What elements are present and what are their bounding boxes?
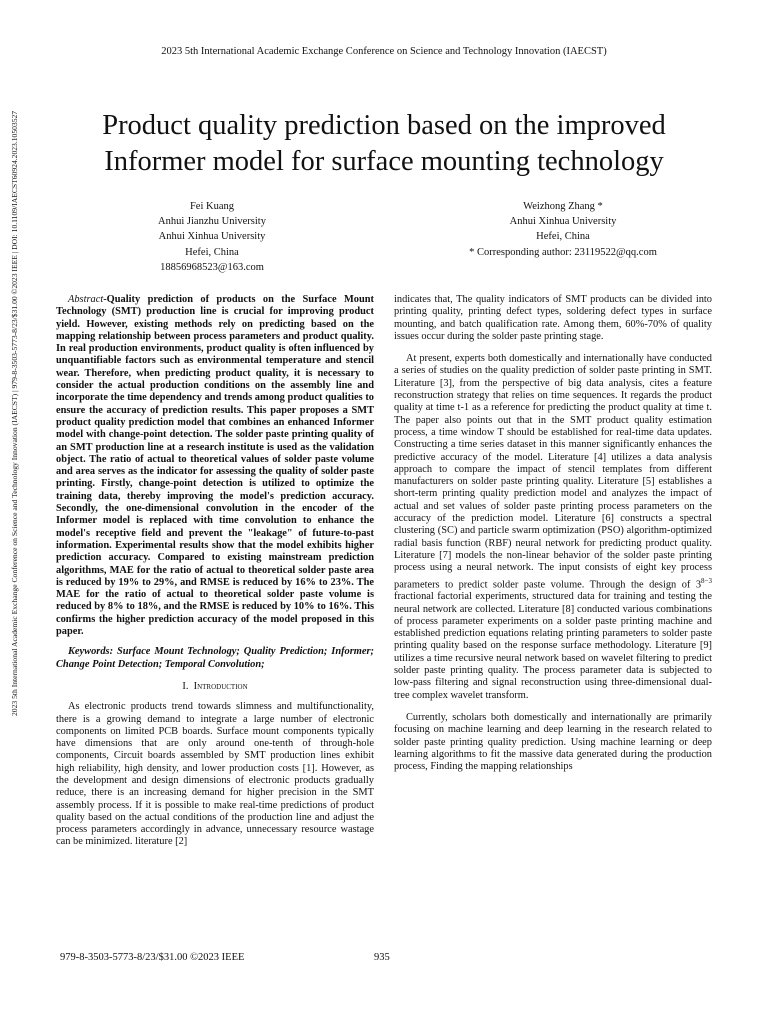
left-column — [56, 294, 374, 849]
author-corresponding: * Corresponding author: 23119522@qq.com — [469, 246, 657, 258]
page-number: 935 — [374, 952, 390, 963]
abstract — [56, 294, 374, 638]
superscript: 8−3 — [701, 576, 712, 585]
body-paragraph: Currently, scholars both domestically and internationally are primarily focusing on machine learning and deep learning in the research related to solder paste printing quality prediction. Using machine learning or deep learning algorithms to fit the massive data generated during the production process, Finding the mapping relationships — [394, 711, 712, 773]
abstract-text: -Quality prediction of products on the Surface Mount Technology (SMT) production line is crucial for improving product yield. However, existing methods rely on predicting based on the mapping relationship between process parameters and product quality. In real production environments, product quality is often influenced by unquantifiable factors such as environmental temperature and stencil wear. Therefore, when predicting product quality, it is necessary to consider the actual production conditions on the assembly line and incorporate the time dependency and trends among product qualities to ensure the accuracy of prediction results. This paper proposes a SMT product quality prediction model that combines an enhanced Informer model with change-point detection. The solder paste printing quality of an SMT production line at a research institute is used as the validation object. The ratio of actual to theoretical values of solder paste volume and area serves as the indicator for assessing the quality of solder paste printing. Firstly, change-point detection is utilized to optimize the training data, thereby improving the model's prediction accuracy. Secondly, the one-dimensional convolution in the encoder of the Informer model is replaced with time convolution to enhance the model's receptive field and prevent the "leakage" of future-to-past information. Experimental results show that the model exhibits higher prediction accuracy. Compared to existing mainstream prediction algorithms, MAE for the ratio of actual to theoretical solder paste area is reduced by 19% to 29%, and RMSE is reduced by 16% to 23%. The MAE for the ratio of actual to theoretical solder paste volume is reduced by 8% to 18%, and the RMSE is reduced by 10% to 16%. This confirms the higher prediction accuracy of the model proposed in this paper. — [56, 294, 374, 638]
intro-paragraph: As electronic products trend towards slimness and multifunctionality, there is a growing demand to integrate a large number of electronic components on limited PCB boards. Surface mount components typically have dimensions that are only around one-tenth of through-hole components, Circuit boards assembled by SMT production lines exhibit high reliability, high density, and lower production costs [1]. However, as the development and design dimensions of electronic products gradually reduce, there is an increasing demand for higher precision in the SMT assembly process. If it is possible to make real-time predictions of product quality based on the actual conditions of the production line and adjust the process parameters accordingly in advance, unnecessary resource wastage can be minimized. literature [2] — [56, 701, 374, 848]
body-paragraph: indicates that, The quality indicators of SMT products can be divided into printing quality, printing defect types, soldering defect types in surface mounting, and batch qualification rate. Among them, 60%-70% of quality issues occur during the solder paste printing stage. — [394, 294, 712, 342]
right-column — [394, 294, 712, 773]
author-affiliation: Anhui Xinhua University — [509, 216, 617, 228]
paper-title — [0, 108, 768, 180]
title-line-2: Informer model for surface mounting technology — [104, 146, 664, 177]
abstract-label: Abstract — [68, 294, 104, 305]
author-location: Hefei, China — [185, 246, 239, 258]
author-name: Weizhong Zhang * — [523, 201, 603, 212]
title-line-1: Product quality prediction based on the improved — [102, 110, 666, 141]
body-paragraph: At present, experts both domestically and internationally have conducted a series of studies on the quality prediction of solder paste printing in SMT. Literature [3], from the perspective of big data analysis, cites a feature reconstruction strategy that relies on time sequences. It regards the product quality at time t-1 as a reference for predicting the product quality at time t. The paper also points out that in the SMT product quality estimation process, a time window T should be established for real-time data updates. Constructing a time series dataset in this manner significantly enhances the predictive accuracy of the model. Literature [4] utilizes a data analysis approach to compare the impact of stencil templates from different manufacturers on solder paste printing quality. Literature [5] establishes a short-term printing quality prediction model and analyzes the impact of actual and set values of solder paste printing process parameters on the accuracy of the prediction model. Literature [6] constructs a spectral clustering (SC) and particle swarm optimization (PSO) algorithm-optimized radial basis function (RBF) neural network for predicting product quality. Literature [7] models the non-linear behavior of the solder paste printing process using a neural network. The input consists of eight key process parameters to predict solder paste volume. Through the design of $3^{8-3}$ fractional factorial experiments, structured data for training and testing the neural network are collected. Literature [8] conducted various combinations of process parameter experiments on a solder paste printing machine and established prediction equations relating printing parameters to solder paste printing quality based on the response surface methodology. Literature [9] utilizes a time recursive neural network based on wavelet filtering to predict solder paste printing quality. The process parameter data is subjected to low-pass filtering and signal reconstruction using three-dimensional dual-tree complex wavelet transform. — [394, 353, 712, 701]
sidebar-citation: 2023 5th International Academic Exchange Conference on Science and Technology Innovation (IAECST) | 979-8-3503-5773-8/23/$31.00 ©2023 IEEE | DOI: 10.1109/IAECST60924.2023.10503527 — [10, 110, 19, 716]
author-location: Hefei, China — [536, 231, 590, 243]
footer-copyright: 979-8-3503-5773-8/23/$31.00 ©2023 IEEE — [60, 952, 245, 963]
conference-header: 2023 5th International Academic Exchange Conference on Science and Technology Innovation (IAECST) — [161, 46, 607, 57]
author-email: 18856968523@163.com — [160, 261, 264, 273]
author-block-1 — [112, 199, 312, 275]
author-affiliation: Anhui Jianzhu University — [158, 216, 266, 228]
author-block-2 — [463, 199, 663, 260]
section-heading: I. Introduction — [182, 680, 248, 692]
keywords: Keywords: Surface Mount Technology; Quality Prediction; Informer; Change Point Detection; Temporal Convolution; — [56, 646, 374, 670]
author-affiliation: Anhui Xinhua University — [158, 231, 266, 243]
author-name: Fei Kuang — [189, 201, 235, 212]
